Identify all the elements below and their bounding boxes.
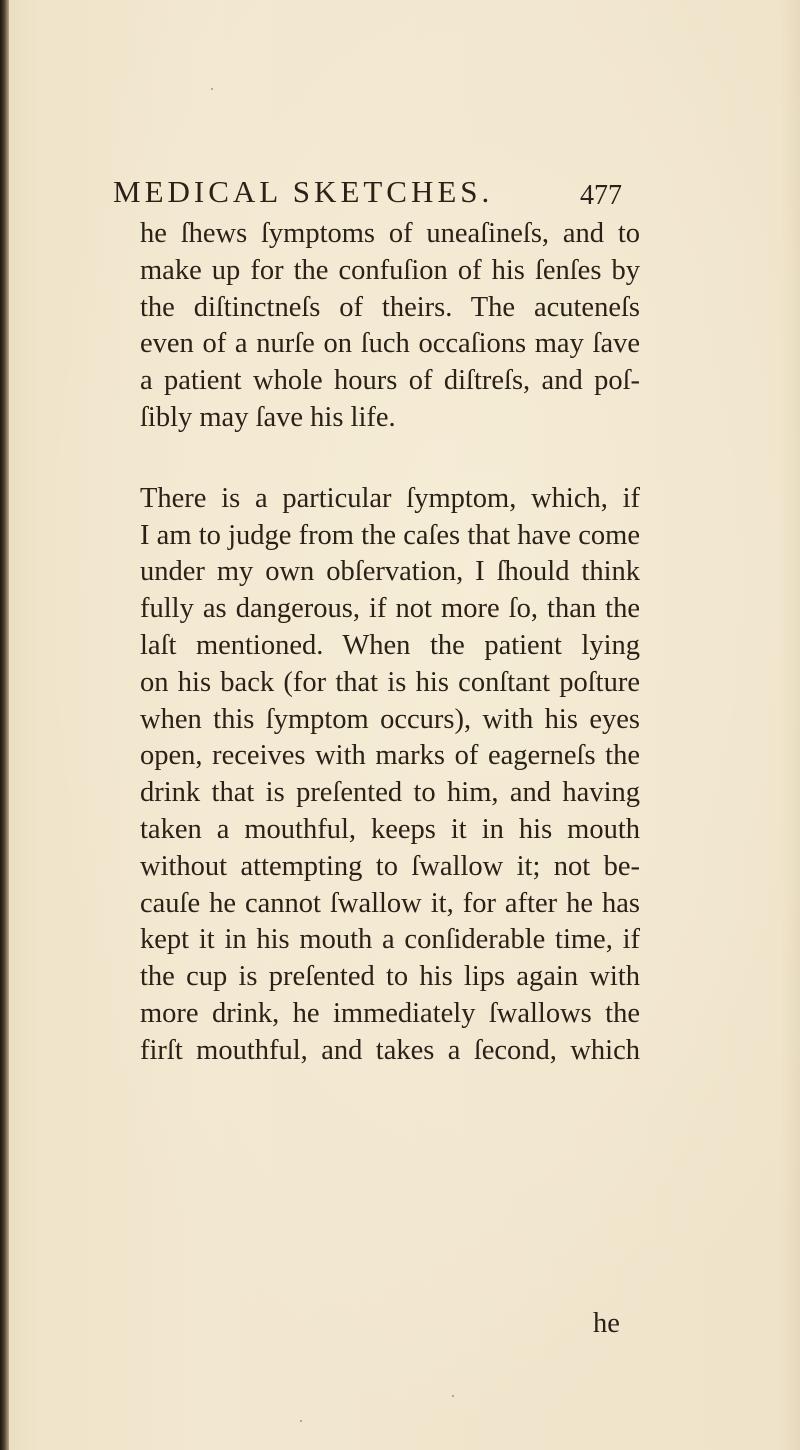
running-title: MEDICAL SKETCHES. <box>113 174 494 209</box>
text-line: on his back (for that is his conſtant poſture <box>140 666 640 698</box>
text-line: without attempting to ſwallow it; not be- <box>140 850 640 882</box>
text-line: laſt mentioned. When the patient lying <box>140 629 640 661</box>
text-line: ſibly may ſave his life. <box>140 401 396 433</box>
text-line: make up for the confuſion of his ſenſes by <box>140 254 640 286</box>
text-line: the cup is preſented to his lips again with <box>140 961 640 993</box>
catchword: he <box>593 1308 620 1339</box>
text-line: he ſhews ſymptoms of uneaſineſs, and to <box>140 218 640 249</box>
text-line: even of a nurſe on ſuch occaſions may ſave <box>140 328 640 360</box>
text-line: cauſe he cannot ſwallow it, for after he has <box>140 887 640 919</box>
page-number: 477 <box>580 180 622 211</box>
text-line: when this ſymptom occurs), with his eyes <box>140 703 640 735</box>
text-line: I am to judge from the caſes that have come <box>140 519 640 551</box>
paragraph-2 <box>140 481 640 1070</box>
text-line: a patient whole hours of diſtreſs, and poſ- <box>140 365 640 397</box>
paper-speck <box>211 88 213 90</box>
text-line: taken a mouthful, keeps it in his mouth <box>140 813 640 845</box>
text-line: under my own obſervation, I ſhould think <box>140 556 640 588</box>
page-gutter-shadow <box>0 0 9 1450</box>
body-text <box>140 216 640 1070</box>
paragraph-gap <box>140 437 640 481</box>
paper-speck <box>300 1420 302 1422</box>
text-line: firſt mouthful, and takes a ſecond, which <box>140 1034 640 1066</box>
text-line: open, receives with marks of eagerneſs the <box>140 740 640 772</box>
text-line: drink that is preſented to him, and having <box>140 777 640 809</box>
text-line: the diſtinctneſs of theirs. The acuteneſs <box>140 291 640 323</box>
paper-speck <box>452 1395 454 1397</box>
page-header <box>113 168 633 218</box>
text-line: more drink, he immediately ſwallows the <box>140 997 640 1029</box>
text-line: kept it in his mouth a conſiderable time, if <box>140 924 640 956</box>
text-line: There is a particular ſymptom, which, if <box>140 482 640 514</box>
paragraph-1 <box>140 216 640 437</box>
text-line: fully as dangerous, if not more ſo, than the <box>140 593 640 625</box>
